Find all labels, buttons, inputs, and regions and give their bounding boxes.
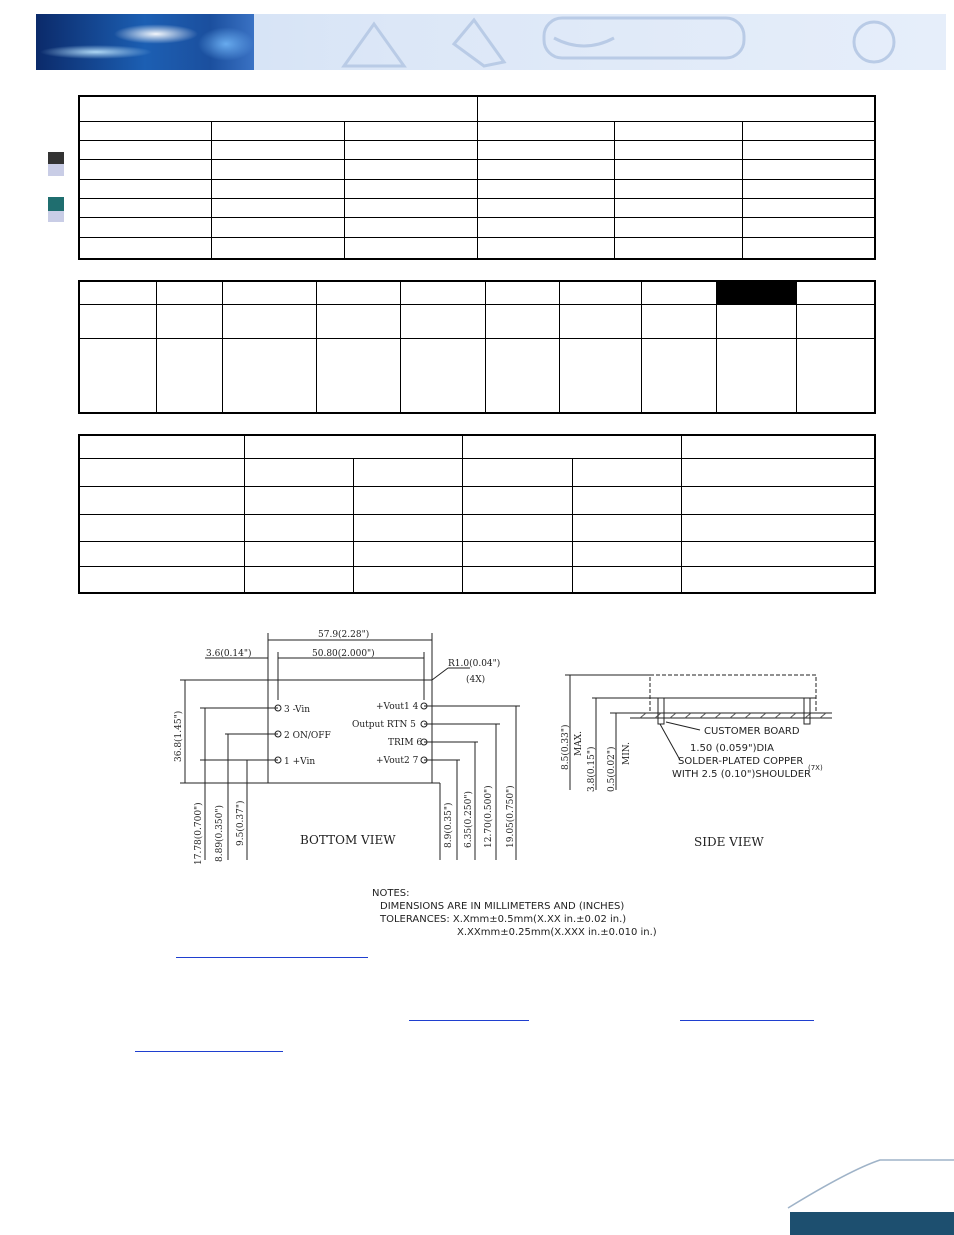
- pin-label-3: 3 -Vin: [284, 705, 310, 715]
- pin-shoulder-note: WITH 2.5 (0.10")SHOULDER: [672, 769, 811, 780]
- link-underline[interactable]: [176, 957, 368, 958]
- dim-right-3: 12.70(0.500"): [484, 785, 494, 848]
- dim-left-1: 17.78(0.700"): [194, 802, 204, 865]
- link-underline[interactable]: [680, 1020, 814, 1021]
- link-underline[interactable]: [135, 1051, 283, 1052]
- dim-pin-span: 50.80(2.000"): [312, 649, 375, 659]
- pin-label-6: TRIM 6: [388, 738, 423, 748]
- notes-title: NOTES:: [372, 888, 410, 899]
- dim-right-2: 6.35(0.250"): [464, 791, 474, 848]
- dim-left-3: 9.5(0.37"): [236, 800, 246, 846]
- dim-right-1: 8.9(0.35"): [444, 802, 454, 848]
- bottom-view-label: BOTTOM VIEW: [300, 833, 396, 847]
- notes-line-1: DIMENSIONS ARE IN MILLIMETERS AND (INCHES): [380, 901, 625, 912]
- side-module-outline: [650, 675, 816, 713]
- pin-label-4: +Vout1 4: [376, 702, 419, 712]
- notes-line-3: X.XXmm±0.25mm(X.XXX in.±0.010 in.): [457, 927, 657, 938]
- footer-bar: [790, 1212, 954, 1235]
- dim-radius: R1.0(0.04"): [448, 659, 501, 669]
- customer-board-label: CUSTOMER BOARD: [704, 726, 800, 737]
- dim-left-2: 8.89(0.350"): [215, 805, 225, 862]
- dim-radius-count: (4X): [466, 675, 486, 685]
- side-dim-min: 0.5(0.02"): [607, 746, 617, 792]
- side-dim-min-label: MIN.: [622, 742, 632, 765]
- dim-right-4: 19.05(0.750"): [506, 785, 516, 848]
- side-dim-height: 8.5(0.33"): [561, 724, 571, 770]
- dim-height: 36.8(1.45"): [174, 710, 184, 762]
- pin-label-1: 1 +Vin: [284, 757, 316, 767]
- pin-plating-note: SOLDER-PLATED COPPER: [678, 756, 804, 767]
- link-underline[interactable]: [409, 1020, 529, 1021]
- notes-line-2: TOLERANCES: X.Xmm±0.5mm(X.XX in.±0.02 in.): [380, 914, 627, 925]
- side-view-label: SIDE VIEW: [694, 835, 764, 849]
- pin-label-2: 2 ON/OFF: [284, 731, 331, 741]
- dim-overall: 57.9(2.28"): [318, 630, 370, 640]
- dim-edge: 3.6(0.14"): [206, 649, 252, 659]
- pin-diameter-note: 1.50 (0.059")DIA: [690, 743, 774, 754]
- side-dim-pin: 3.8(0.15"): [587, 746, 597, 792]
- side-dim-max: MAX.: [574, 731, 584, 756]
- pin-count-note: (7X): [808, 764, 823, 772]
- pin-label-5: Output RTN 5: [352, 720, 416, 730]
- pin-label-7: +Vout2 7: [376, 756, 419, 766]
